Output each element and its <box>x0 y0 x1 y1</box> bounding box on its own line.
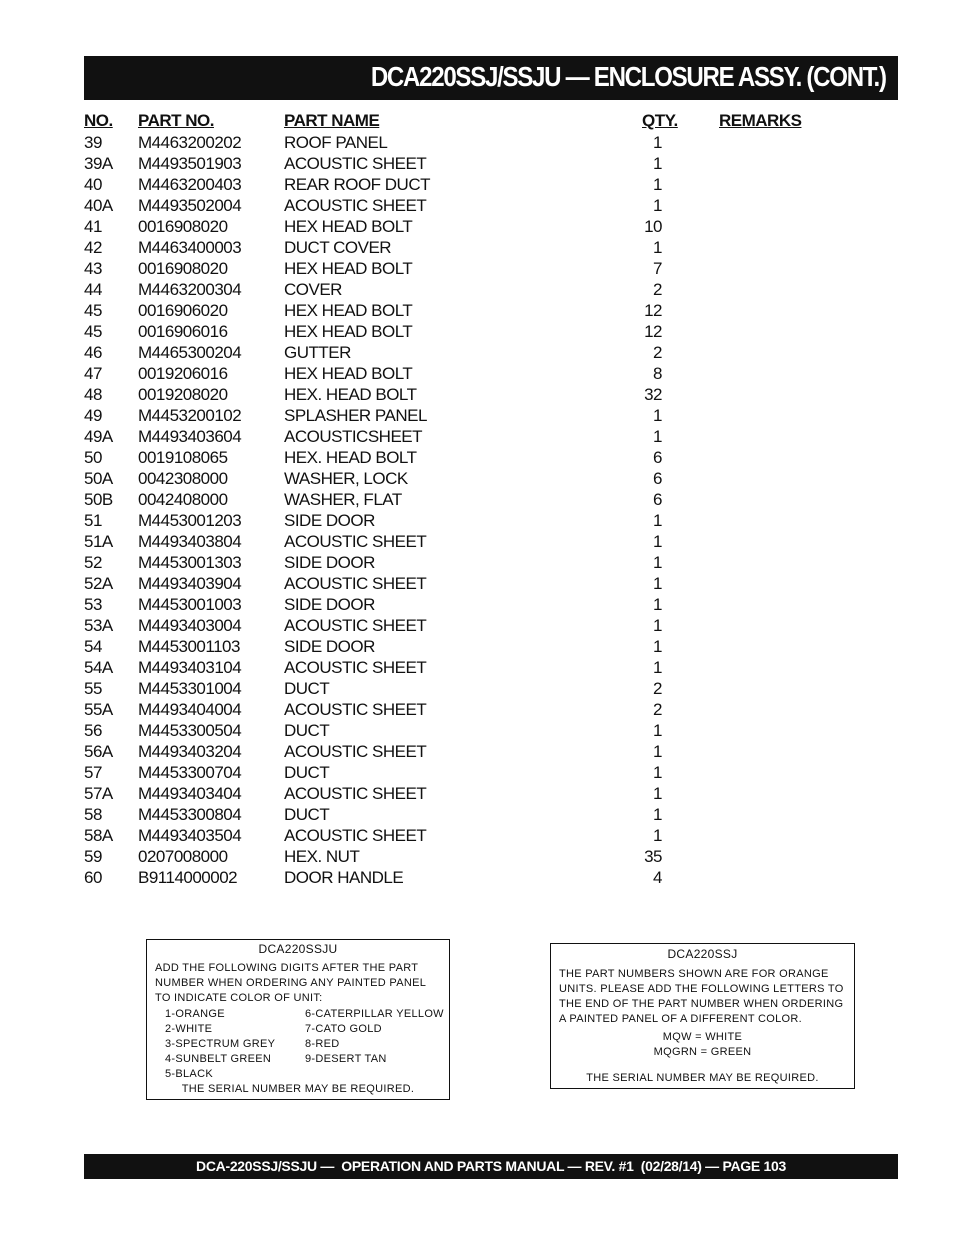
cell-qty: 1 <box>653 427 662 446</box>
cell-part-no: M4453001203 <box>138 511 242 530</box>
table-row <box>84 405 898 426</box>
table-row <box>84 132 898 153</box>
footer-bar <box>84 1154 898 1179</box>
color-row <box>165 1022 445 1037</box>
table-row <box>84 615 898 636</box>
table-row <box>84 321 898 342</box>
cell-qty: 1 <box>653 406 662 425</box>
ssju-serial-note: THE SERIAL NUMBER MAY BE REQUIRED. <box>181 1083 415 1095</box>
cell-qty: 1 <box>653 784 662 803</box>
cell-no: 53A <box>84 616 113 635</box>
cell-qty: 1 <box>653 742 662 761</box>
cell-qty: 6 <box>653 448 662 467</box>
cell-qty: 2 <box>653 679 662 698</box>
cell-qty: 2 <box>653 700 662 719</box>
cell-no: 41 <box>84 217 102 236</box>
table-row <box>84 468 898 489</box>
cell-qty: 1 <box>653 721 662 740</box>
cell-no: 55A <box>84 700 113 719</box>
cell-part-no: M4493404004 <box>138 700 242 719</box>
cell-no: 53 <box>84 595 102 614</box>
cell-part-no: M4493501903 <box>138 154 242 173</box>
color-code-list <box>165 1007 445 1082</box>
table-row <box>84 426 898 447</box>
cell-no: 39 <box>84 133 102 152</box>
cell-part-name: ACOUSTIC SHEET <box>284 700 427 719</box>
cell-qty: 1 <box>653 574 662 593</box>
header-qty: QTY. <box>642 111 678 130</box>
cell-part-no: M4493403504 <box>138 826 242 845</box>
cell-qty: 32 <box>644 385 662 404</box>
cell-no: 50B <box>84 490 113 509</box>
table-row <box>84 657 898 678</box>
cell-no: 54A <box>84 658 113 677</box>
cell-part-no: B9114000002 <box>138 868 238 887</box>
ssj-color-note <box>550 943 855 1089</box>
cell-part-no: M4453301004 <box>138 679 242 698</box>
cell-part-no: M4493403404 <box>138 784 242 803</box>
table-row <box>84 258 898 279</box>
table-row <box>84 384 898 405</box>
cell-part-name: WASHER, FLAT <box>284 490 402 509</box>
cell-part-no: 0019208020 <box>138 385 228 404</box>
cell-no: 57A <box>84 784 113 803</box>
cell-qty: 1 <box>653 511 662 530</box>
cell-part-no: M4453300504 <box>138 721 242 740</box>
cell-no: 58A <box>84 826 113 845</box>
cell-part-name: WASHER, LOCK <box>284 469 408 488</box>
cell-part-name: ACOUSTIC SHEET <box>284 784 427 803</box>
table-row <box>84 531 898 552</box>
cell-no: 52 <box>84 553 102 572</box>
footer-text: DCA-220SSJ/SSJU — OPERATION AND PARTS MANUAL — REV. #1 (02/28/14) — PAGE 103 <box>196 1158 786 1174</box>
color-row <box>165 1052 445 1067</box>
cell-qty: 1 <box>653 133 662 152</box>
cell-part-name: ACOUSTIC SHEET <box>284 616 427 635</box>
color-row <box>165 1037 445 1052</box>
cell-qty: 1 <box>653 805 662 824</box>
color-row <box>165 1007 445 1022</box>
cell-no: 44 <box>84 280 102 299</box>
cell-no: 48 <box>84 385 102 404</box>
cell-part-name: ACOUSTIC SHEET <box>284 742 427 761</box>
cell-part-no: M4493403004 <box>138 616 242 635</box>
cell-part-no: M4493403204 <box>138 742 242 761</box>
table-row <box>84 699 898 720</box>
table-row <box>84 846 898 867</box>
table-row <box>84 363 898 384</box>
cell-part-name: DUCT <box>284 679 330 698</box>
cell-part-name: DUCT <box>284 763 330 782</box>
cell-qty: 12 <box>644 322 662 341</box>
cell-no: 51 <box>84 511 102 530</box>
table-row <box>84 552 898 573</box>
cell-part-name: SIDE DOOR <box>284 553 375 572</box>
color-row <box>165 1067 445 1082</box>
cell-part-no: M4453001303 <box>138 553 242 572</box>
cell-qty: 1 <box>653 826 662 845</box>
header-remarks: REMARKS <box>719 111 802 130</box>
header-part-no: PART NO. <box>138 111 214 130</box>
cell-part-no: M4453300704 <box>138 763 242 782</box>
cell-part-name: DOOR HANDLE <box>284 868 404 887</box>
title-bar <box>84 56 898 100</box>
cell-part-no: 0016908020 <box>138 259 228 278</box>
cell-no: 58 <box>84 805 102 824</box>
cell-no: 50A <box>84 469 113 488</box>
color-code: 2-WHITE <box>165 1023 213 1035</box>
table-row <box>84 153 898 174</box>
cell-part-no: M4453001103 <box>138 637 240 656</box>
cell-qty: 2 <box>653 343 662 362</box>
cell-part-no: M4453001003 <box>138 595 242 614</box>
cell-part-no: M4493403804 <box>138 532 242 551</box>
cell-part-name: DUCT <box>284 805 330 824</box>
ssj-code-white: MQW = WHITE <box>662 1031 743 1043</box>
table-row <box>84 594 898 615</box>
cell-part-no: M4463200304 <box>138 280 242 299</box>
cell-part-name: HEX. NUT <box>284 847 360 866</box>
ssju-note-title: DCA220SSJU <box>258 942 338 956</box>
cell-qty: 1 <box>653 616 662 635</box>
table-row <box>84 804 898 825</box>
table-row <box>84 762 898 783</box>
cell-qty: 1 <box>653 595 662 614</box>
table-row <box>84 573 898 594</box>
ssju-color-note <box>146 939 450 1100</box>
cell-qty: 7 <box>653 259 662 278</box>
cell-part-no: M4463400003 <box>138 238 242 257</box>
cell-part-name: ACOUSTICSHEET <box>284 427 423 446</box>
parts-table <box>84 110 898 888</box>
cell-part-no: M4463200202 <box>138 133 242 152</box>
cell-part-name: HEX HEAD BOLT <box>284 259 413 278</box>
cell-no: 43 <box>84 259 102 278</box>
color-code: 8-RED <box>305 1038 340 1050</box>
cell-no: 49A <box>84 427 113 446</box>
cell-no: 46 <box>84 343 102 362</box>
cell-qty: 35 <box>644 847 662 866</box>
cell-no: 59 <box>84 847 102 866</box>
cell-part-no: M4493403104 <box>138 658 242 677</box>
cell-qty: 12 <box>644 301 662 320</box>
color-code: 5-BLACK <box>165 1068 213 1080</box>
cell-part-name: ACOUSTIC SHEET <box>284 154 427 173</box>
cell-part-no: M4453200102 <box>138 406 242 425</box>
cell-qty: 6 <box>653 490 662 509</box>
cell-no: 45 <box>84 322 102 341</box>
header-part-name: PART NAME <box>284 111 380 130</box>
cell-no: 40 <box>84 175 102 194</box>
ssju-note-text: ADD THE FOLLOWING DIGITS AFTER THE PART NUMBER WHEN ORDERING ANY PAINTED PANEL TO INDICATE COLOR OF UNIT: <box>155 962 426 1004</box>
cell-part-name: REAR ROOF DUCT <box>284 175 430 194</box>
cell-no: 50 <box>84 448 102 467</box>
cell-part-name: SIDE DOOR <box>284 511 375 530</box>
cell-part-no: 0016906016 <box>138 322 228 341</box>
cell-part-no: M4465300204 <box>138 343 242 362</box>
cell-part-name: ACOUSTIC SHEET <box>284 826 427 845</box>
cell-part-name: HEX. HEAD BOLT <box>284 448 417 467</box>
cell-no: 42 <box>84 238 102 257</box>
cell-no: 56A <box>84 742 113 761</box>
cell-part-no: 0019206016 <box>138 364 228 383</box>
cell-part-name: ACOUSTIC SHEET <box>284 574 427 593</box>
cell-part-no: M4493502004 <box>138 196 242 215</box>
table-row <box>84 510 898 531</box>
ssj-code-green: MQGRN = GREEN <box>653 1046 752 1058</box>
table-body <box>84 132 898 888</box>
cell-qty: 4 <box>653 868 662 887</box>
cell-qty: 1 <box>653 553 662 572</box>
cell-part-name: HEX HEAD BOLT <box>284 364 413 383</box>
cell-no: 47 <box>84 364 102 383</box>
cell-qty: 1 <box>653 154 662 173</box>
cell-part-name: HEX HEAD BOLT <box>284 322 413 341</box>
cell-part-name: DUCT COVER <box>284 238 392 257</box>
cell-qty: 1 <box>653 175 662 194</box>
table-row <box>84 636 898 657</box>
table-row <box>84 216 898 237</box>
table-row <box>84 825 898 846</box>
cell-qty: 8 <box>653 364 662 383</box>
table-row <box>84 342 898 363</box>
color-code: 3-SPECTRUM GREY <box>165 1038 276 1050</box>
cell-part-name: SPLASHER PANEL <box>284 406 427 425</box>
cell-part-name: COVER <box>284 280 342 299</box>
table-row <box>84 489 898 510</box>
ssj-serial-note: THE SERIAL NUMBER MAY BE REQUIRED. <box>586 1072 819 1084</box>
table-row <box>84 447 898 468</box>
cell-qty: 1 <box>653 763 662 782</box>
ssj-note-title: DCA220SSJ <box>667 947 738 961</box>
table-row <box>84 720 898 741</box>
cell-no: 51A <box>84 532 113 551</box>
cell-part-no: 0016908020 <box>138 217 228 236</box>
cell-no: 40A <box>84 196 113 215</box>
cell-part-name: HEX. HEAD BOLT <box>284 385 417 404</box>
cell-part-no: M4463200403 <box>138 175 242 194</box>
color-code: 7-CATO GOLD <box>305 1023 382 1035</box>
table-row <box>84 741 898 762</box>
table-row <box>84 300 898 321</box>
cell-part-no: M4453300804 <box>138 805 242 824</box>
cell-qty: 2 <box>653 280 662 299</box>
cell-part-name: HEX HEAD BOLT <box>284 217 413 236</box>
cell-qty: 1 <box>653 238 662 257</box>
cell-no: 55 <box>84 679 102 698</box>
cell-qty: 1 <box>653 637 662 656</box>
color-code: 9-DESERT TAN <box>305 1053 387 1065</box>
cell-no: 49 <box>84 406 102 425</box>
cell-no: 60 <box>84 868 102 887</box>
cell-part-no: 0019108065 <box>138 448 228 467</box>
cell-no: 52A <box>84 574 113 593</box>
cell-no: 45 <box>84 301 102 320</box>
cell-qty: 1 <box>653 532 662 551</box>
cell-qty: 1 <box>653 658 662 677</box>
page-title: DCA220SSJ/SSJU — ENCLOSURE ASSY. (CONT.) <box>371 61 886 92</box>
header-no: NO. <box>84 111 113 130</box>
table-row <box>84 867 898 888</box>
table-row <box>84 237 898 258</box>
table-row <box>84 279 898 300</box>
cell-part-name: ACOUSTIC SHEET <box>284 658 427 677</box>
color-code: 6-CATERPILLAR YELLOW <box>305 1008 444 1020</box>
cell-part-name: SIDE DOOR <box>284 595 375 614</box>
cell-part-name: ACOUSTIC SHEET <box>284 532 427 551</box>
cell-part-name: SIDE DOOR <box>284 637 375 656</box>
color-code: 1-ORANGE <box>165 1008 225 1020</box>
table-row <box>84 783 898 804</box>
cell-part-no: M4493403604 <box>138 427 242 446</box>
cell-no: 39A <box>84 154 113 173</box>
cell-part-name: GUTTER <box>284 343 351 362</box>
table-header <box>84 110 898 132</box>
table-row <box>84 174 898 195</box>
cell-part-no: 0042408000 <box>138 490 228 509</box>
cell-part-name: ROOF PANEL <box>284 133 388 152</box>
cell-part-name: DUCT <box>284 721 330 740</box>
cell-part-no: M4493403904 <box>138 574 242 593</box>
cell-no: 54 <box>84 637 102 656</box>
cell-part-name: ACOUSTIC SHEET <box>284 196 427 215</box>
cell-qty: 1 <box>653 196 662 215</box>
cell-no: 57 <box>84 763 102 782</box>
ssj-note-text: THE PART NUMBERS SHOWN ARE FOR ORANGE UNITS. PLEASE ADD THE FOLLOWING LETTERS TO THE END OF THE PART NUMBER WHEN ORDERING A PAINTED PANEL OF A DIFFERENT COLOR. <box>559 968 844 1025</box>
table-row <box>84 195 898 216</box>
cell-part-no: 0016906020 <box>138 301 228 320</box>
table-row <box>84 678 898 699</box>
cell-part-no: 0207008000 <box>138 847 228 866</box>
cell-part-name: HEX HEAD BOLT <box>284 301 413 320</box>
cell-part-no: 0042308000 <box>138 469 228 488</box>
cell-qty: 10 <box>644 217 662 236</box>
cell-no: 56 <box>84 721 102 740</box>
cell-qty: 6 <box>653 469 662 488</box>
color-code: 4-SUNBELT GREEN <box>165 1053 272 1065</box>
